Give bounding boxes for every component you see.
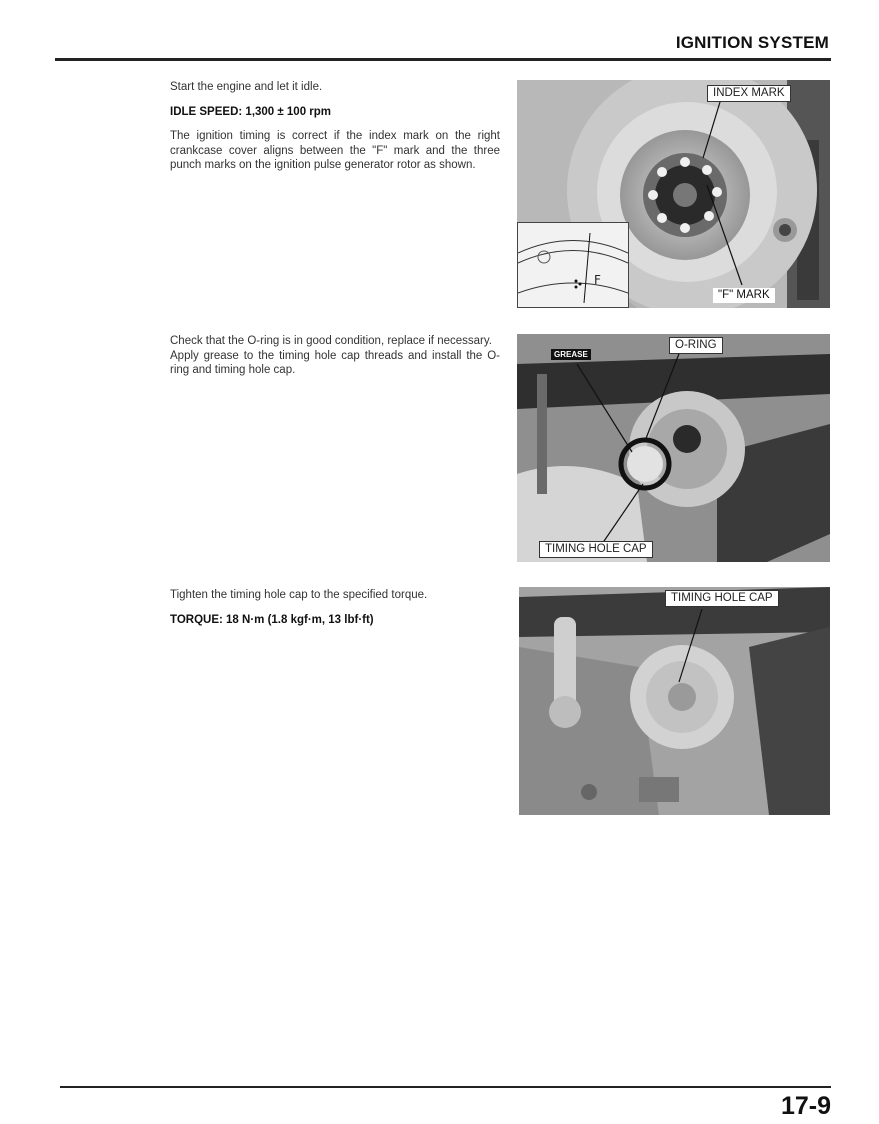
torque-value: 18 N·m (1.8 kgf·m, 13 lbf·ft) — [226, 613, 374, 626]
timing-hole-cap-callout-1: TIMING HOLE CAP — [539, 541, 653, 558]
header-rule — [55, 58, 831, 61]
step-2-text — [170, 334, 500, 388]
section-title: IGNITION SYSTEM — [675, 33, 829, 52]
inset-f-label: F — [594, 273, 601, 287]
figure-3-photo — [519, 587, 830, 815]
torque-label: TORQUE: — [170, 613, 223, 626]
step-1-paragraph-1: Start the engine and let it idle. — [170, 81, 323, 93]
step-1-paragraph-2: The ignition timing is correct if the index mark on the right crankcase cover aligns between the "F" mark and the three punch marks on the ignition pulse generator rotor as shown. — [170, 130, 500, 171]
figure-1-photo — [517, 80, 830, 308]
grease-tag: GREASE — [551, 349, 591, 360]
f-mark-callout: "F" MARK — [713, 288, 775, 303]
step-3-text — [170, 588, 500, 637]
figure-2-photo — [517, 334, 830, 562]
step-1-text — [170, 80, 500, 183]
o-ring-callout: O-RING — [669, 337, 723, 354]
page-number: 17-9 — [780, 1092, 831, 1120]
torque-spec — [170, 613, 500, 628]
step-2-paragraph-1: Check that the O-ring is in good condition, replace if necessary. — [170, 335, 492, 347]
idle-speed-spec — [170, 105, 500, 120]
step-3-paragraph-1: Tighten the timing hole cap to the specified torque. — [170, 589, 428, 601]
step-2-paragraph-2: Apply grease to the timing hole cap threads and install the O-ring and timing hole cap. — [170, 349, 500, 376]
footer-rule — [60, 1086, 831, 1088]
idle-speed-value: 1,300 ± 100 rpm — [245, 105, 332, 118]
index-mark-callout: INDEX MARK — [707, 85, 791, 102]
f-mark-detail-inset — [517, 222, 629, 308]
timing-hole-cap-callout-2: TIMING HOLE CAP — [665, 590, 779, 607]
idle-speed-label: IDLE SPEED: — [170, 105, 243, 118]
